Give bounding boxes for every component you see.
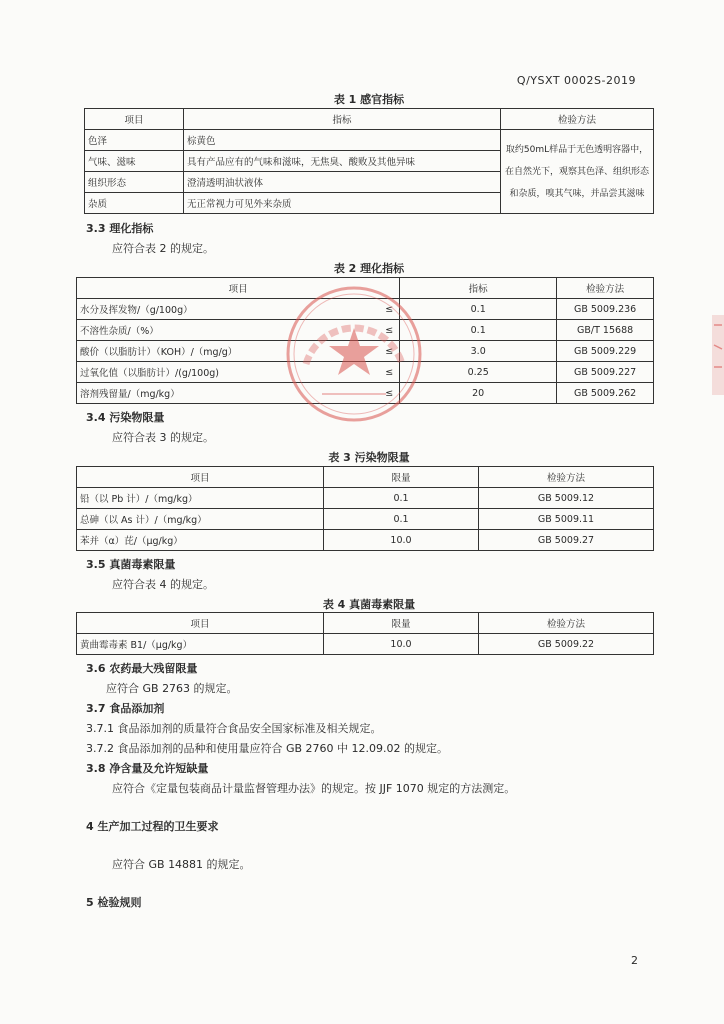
contaminant-table (76, 466, 654, 551)
table-header-row (77, 278, 654, 299)
table-cell: GB 5009.22 (479, 634, 654, 655)
table-cell: 气味、滋味 (85, 151, 184, 172)
section-3-8-text: 应符合《定量包装商品计量监督管理办法》的规定。按 JJF 1070 规定的方法测定。 (112, 782, 516, 795)
column-header: 检验方法 (479, 467, 654, 488)
table-cell: GB 5009.236 (557, 299, 654, 320)
column-header: 指标 (400, 278, 557, 299)
table-row (77, 341, 654, 362)
table-cell: 10.0 (324, 530, 479, 551)
table-cell: 总砷（以 As 计）/（mg/kg） (77, 509, 324, 530)
table-cell: 3.0 (400, 341, 557, 362)
table-cell: 0.1 (324, 509, 479, 530)
table-cell: 杂质 (85, 193, 184, 214)
table-cell: 黄曲霉毒素 B1/（μg/kg） (77, 634, 324, 655)
table-row (77, 488, 654, 509)
table-cell: GB 5009.12 (479, 488, 654, 509)
table-row (77, 320, 654, 341)
section-4-title: 4 生产加工过程的卫生要求 (86, 820, 219, 833)
section-3-3-title: 3.3 理化指标 (86, 222, 154, 235)
table-cell: GB 5009.229 (557, 341, 654, 362)
table-row (77, 299, 654, 320)
table1-caption: 表 1 感官指标 (333, 93, 405, 106)
column-header: 检验方法 (557, 278, 654, 299)
column-header: 项目 (77, 278, 400, 299)
operator-cell: ≤ (379, 320, 400, 341)
table-header-row (85, 109, 654, 130)
table-header-row (77, 613, 654, 634)
table-row (77, 362, 654, 383)
table-cell: 10.0 (324, 634, 479, 655)
section-3-4-text: 应符合表 3 的规定。 (112, 431, 214, 444)
table-row (85, 130, 654, 151)
column-header: 指标 (184, 109, 501, 130)
table-cell: GB 5009.227 (557, 362, 654, 383)
table3-caption: 表 3 污染物限量 (328, 451, 410, 464)
table-cell: 酸价（以脂肪计）（KOH）/（mg/g） (77, 341, 380, 362)
table-cell: GB 5009.11 (479, 509, 654, 530)
table-cell: 组织形态 (85, 172, 184, 193)
table4-caption: 表 4 真菌毒素限量 (322, 598, 416, 611)
table-cell: 苯并（α）芘/（μg/kg） (77, 530, 324, 551)
sensory-table (84, 108, 654, 214)
table-cell: GB 5009.27 (479, 530, 654, 551)
physicochemical-table (76, 277, 654, 404)
table2-caption: 表 2 理化指标 (333, 262, 405, 275)
table-cell: GB/T 15688 (557, 320, 654, 341)
operator-cell: ≤ (379, 341, 400, 362)
table-row (77, 530, 654, 551)
column-header: 限量 (324, 467, 479, 488)
table-cell: 棕黄色 (184, 130, 501, 151)
section-3-6-title: 3.6 农药最大残留限量 (86, 662, 198, 675)
section-3-7-2-text: 3.7.2 食品添加剂的品种和使用量应符合 GB 2760 中 12.09.02 的规定。 (86, 742, 449, 755)
table-cell: 不溶性杂质/（%） (77, 320, 380, 341)
table-cell: 0.1 (324, 488, 479, 509)
table-cell: 澄清透明油状液体 (184, 172, 501, 193)
table-cell: 具有产品应有的气味和滋味，无焦臭、酸败及其他异味 (184, 151, 501, 172)
column-header: 项目 (77, 613, 324, 634)
section-3-8-title: 3.8 净含量及允许短缺量 (86, 762, 209, 775)
section-3-5-text: 应符合表 4 的规定。 (112, 578, 214, 591)
table-cell: 无正常视力可见外来杂质 (184, 193, 501, 214)
mycotoxin-table (76, 612, 654, 655)
table-cell: 水分及挥发物/（g/100g） (77, 299, 380, 320)
column-header: 项目 (77, 467, 324, 488)
table-cell: 0.25 (400, 362, 557, 383)
column-header: 检验方法 (479, 613, 654, 634)
table-row (77, 383, 654, 404)
section-5-title: 5 检验规则 (86, 896, 142, 909)
table-cell: GB 5009.262 (557, 383, 654, 404)
section-3-6-text: 应符合 GB 2763 的规定。 (106, 682, 238, 695)
operator-cell: ≤ (379, 299, 400, 320)
section-3-7-title: 3.7 食品添加剂 (86, 702, 165, 715)
column-header: 项目 (85, 109, 184, 130)
table-header-row (77, 467, 654, 488)
section-3-3-text: 应符合表 2 的规定。 (112, 242, 214, 255)
operator-cell: ≤ (379, 362, 400, 383)
method-cell: 取约50mL样品于无色透明容器中，在自然光下，观察其色泽、组织形态和杂质，嗅其气味，并品尝其滋味 (501, 130, 654, 214)
table-cell: 色泽 (85, 130, 184, 151)
table-cell: 20 (400, 383, 557, 404)
section-3-5-title: 3.5 真菌毒素限量 (86, 558, 176, 571)
document-code: Q/YSXT 0002S-2019 (516, 74, 636, 87)
page-number: 2 (631, 954, 638, 967)
section-4-text: 应符合 GB 14881 的规定。 (112, 858, 251, 871)
table-row (77, 509, 654, 530)
section-3-4-title: 3.4 污染物限量 (86, 411, 165, 424)
operator-cell: ≤ (379, 383, 400, 404)
table-row (77, 634, 654, 655)
section-3-7-1-text: 3.7.1 食品添加剂的质量符合食品安全国家标准及相关规定。 (86, 722, 382, 735)
table-cell: 铅（以 Pb 计）/（mg/kg） (77, 488, 324, 509)
table-cell: 溶剂残留量/（mg/kg） (77, 383, 380, 404)
table-cell: 0.1 (400, 299, 557, 320)
column-header: 检验方法 (501, 109, 654, 130)
column-header: 限量 (324, 613, 479, 634)
table-cell: 0.1 (400, 320, 557, 341)
edge-seal-fragment (710, 315, 724, 395)
table-cell: 过氧化值（以脂肪计）/(g/100g) (77, 362, 380, 383)
